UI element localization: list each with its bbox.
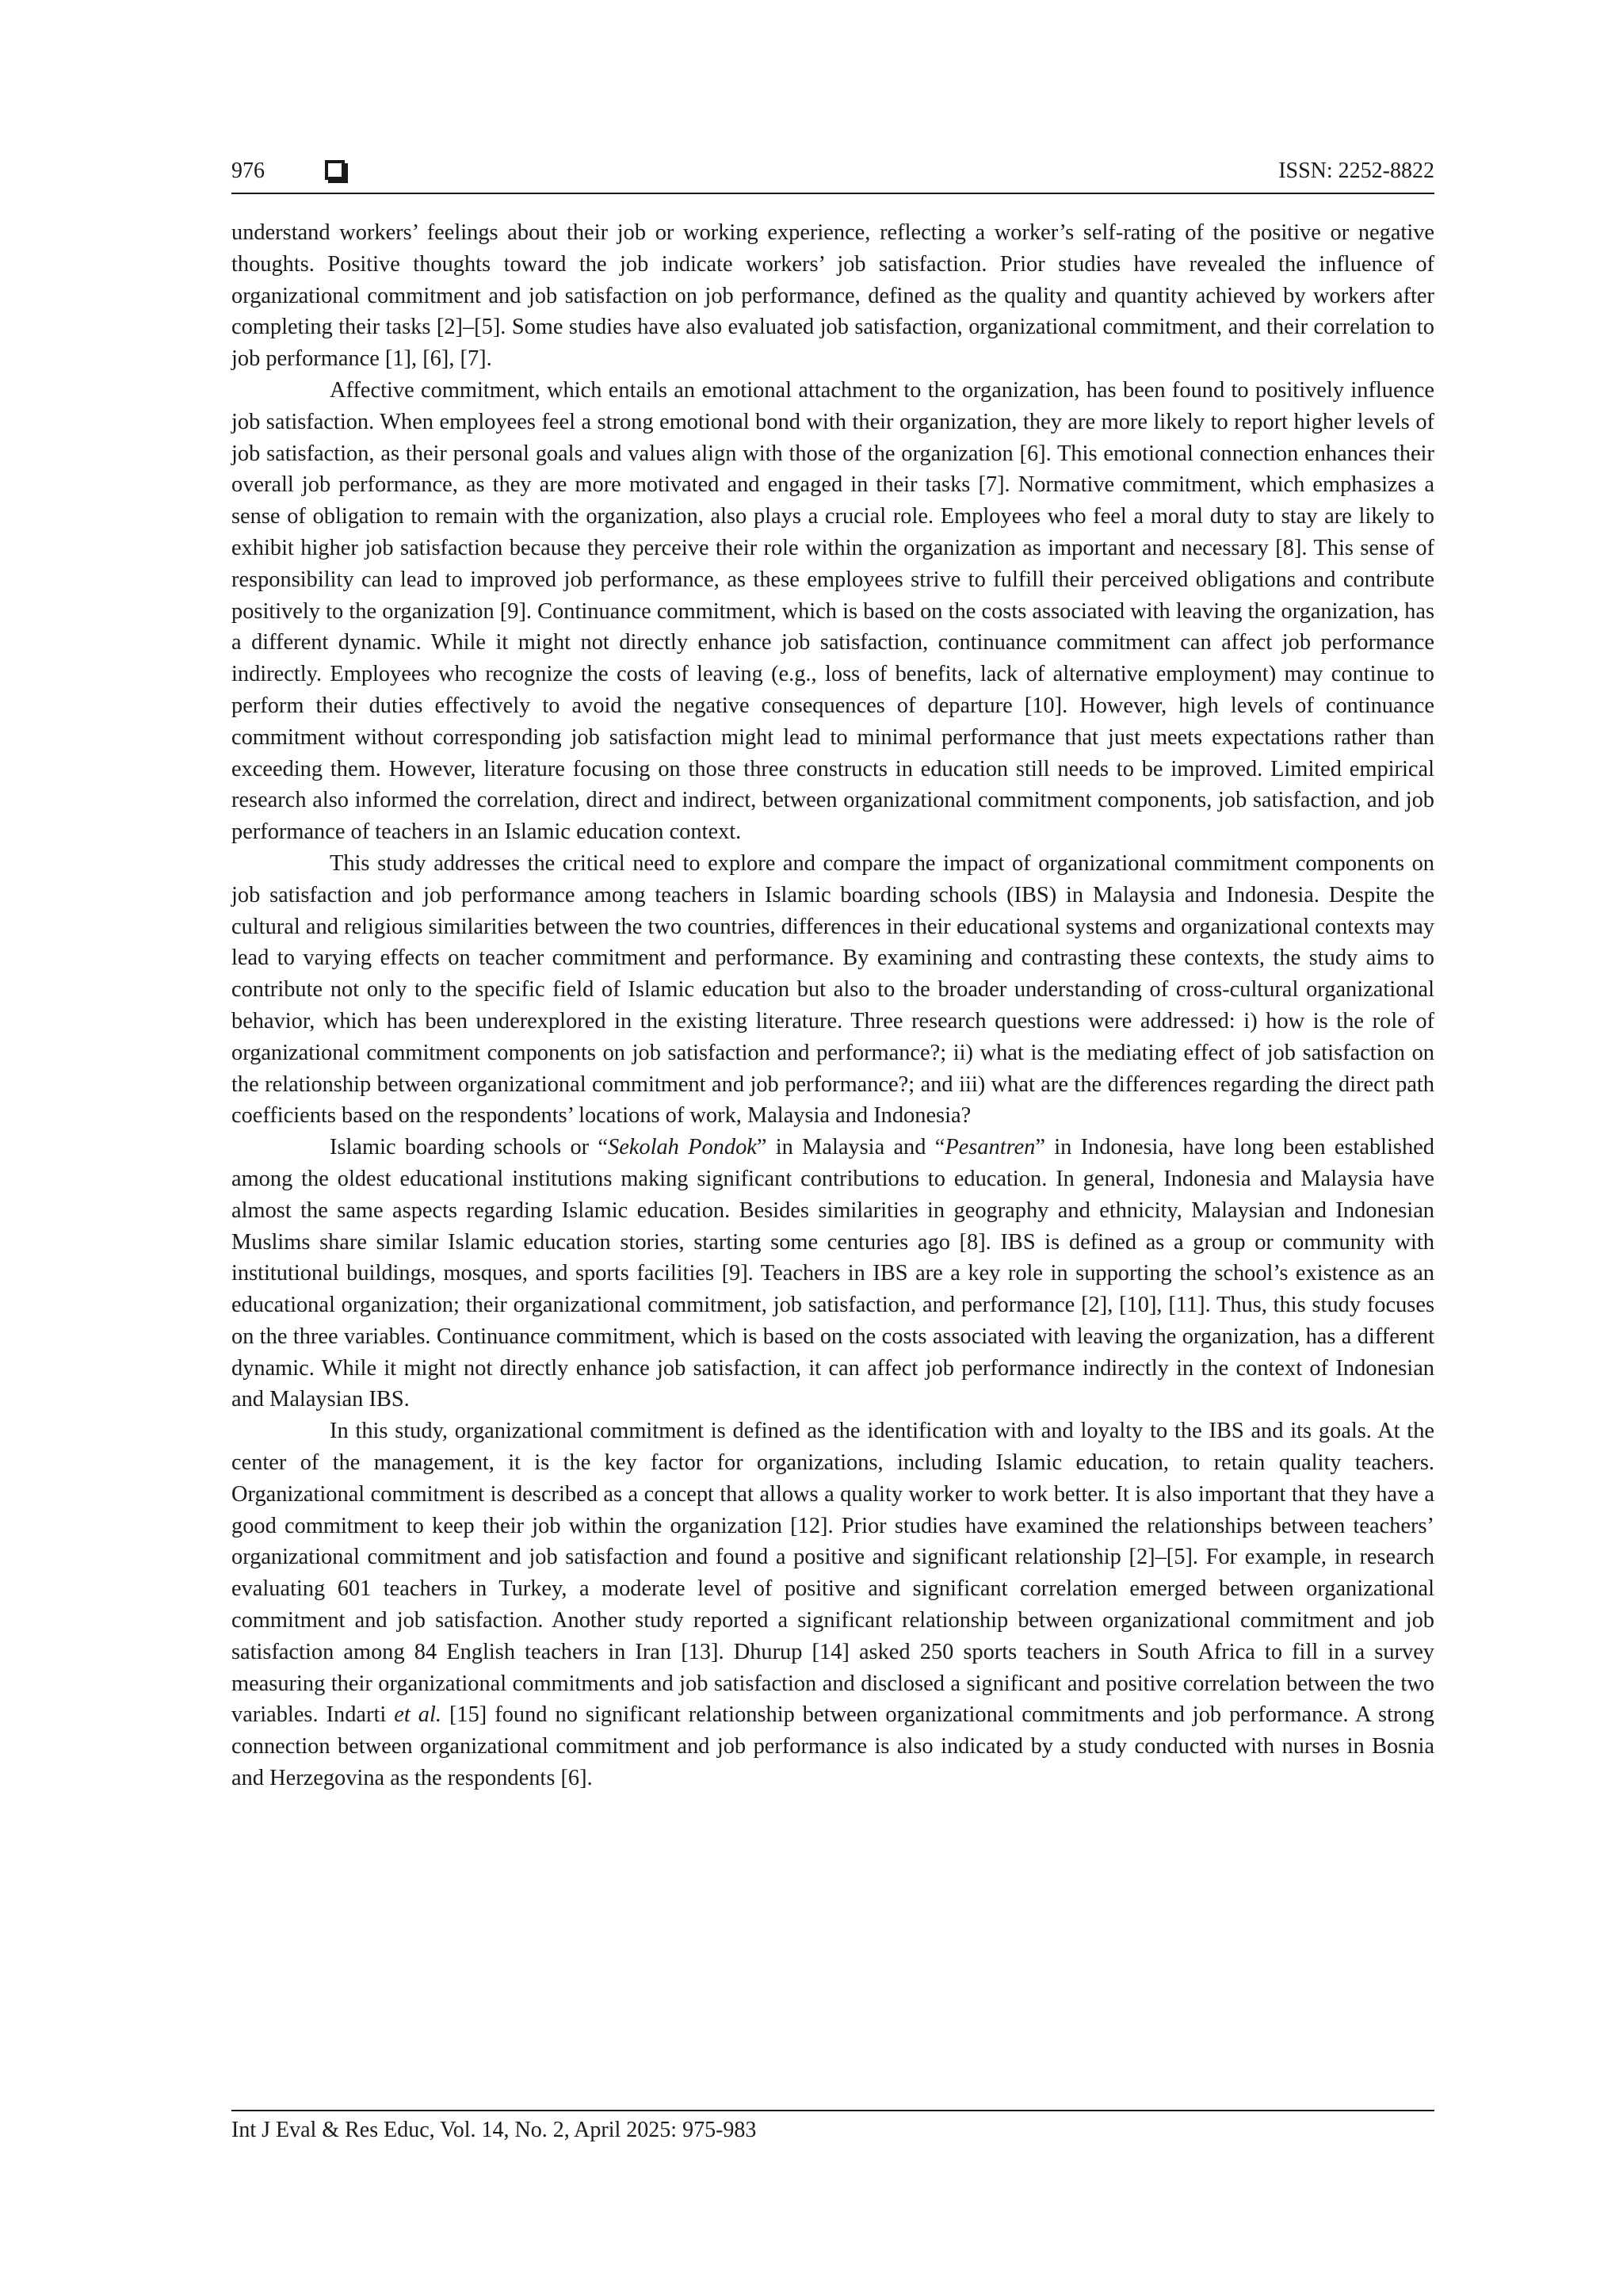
- paragraph-5: [231, 1415, 1434, 1794]
- et-al: et al.: [394, 1702, 441, 1728]
- issn-label: ISSN: 2252-8822: [1278, 159, 1434, 183]
- paragraph-2: Affective commitment, which entails an emotional attachment to the organization, has been found to positively influence job satisfaction. When employees feel a strong emotional bond with their organization, they are more likely to report higher levels of job satisfaction, as their personal goals and values align with those of the organization [6]. This emotional connection enhances their overall job performance, as they are more motivated and engaged in their tasks [7]. Normative commitment, which emphasizes a sense of obligation to remain with the organization, also plays a crucial role. Employees who feel a moral duty to stay are likely to exhibit higher job satisfaction because they perceive their role within the organization as important and necessary [8]. This sense of responsibility can lead to improved job performance, as these employees strive to fulfill their perceived obligations and contribute positively to the organization [9]. Continuance commitment, which is based on the costs associated with leaving the organization, has a different dynamic. While it might not directly enhance job satisfaction, continuance commitment can affect job performance indirectly. Employees who recognize the costs of leaving (e.g., loss of benefits, lack of alternative employment) may continue to perform their duties effectively to avoid the negative consequences of departure [10]. However, high levels of continuance commitment without corresponding job satisfaction might lead to minimal performance that just meets expectations rather than exceeding them. However, literature focusing on those three constructs in education still needs to be improved. Limited empirical research also informed the correlation, direct and indirect, between organizational commitment components, job satisfaction, and job performance of teachers in an Islamic education context.: [231, 377, 1434, 845]
- paragraph-1: understand workers’ feelings about their job or working experience, reflecting a worker’s self-rating of the positive or negative thoughts. Positive thoughts toward the job indicate workers’ job satisfaction. Prior studies have revealed the influence of organizational commitment and job satisfaction on job performance, defined as the quality and quantity achieved by workers after completing their tasks [2]–[5]. Some studies have also evaluated job satisfaction, organizational commitment, and their correlation to job performance [1], [6], [7].: [231, 220, 1434, 372]
- paragraph-5-text-c: [15] found no significant relationship between organizational commitments and job performance. A strong connection between organizational commitment and job performance is also indicated by a study conducted with nurses in Bosnia and Herzegovina as the respondents [6].: [231, 1702, 1434, 1791]
- header-divider: [231, 193, 1434, 194]
- term-pesantren: Pesantren: [945, 1135, 1036, 1160]
- paragraph-4-text-e: ” in Indonesia, have long been established among the oldest educational institutions making significant contributions to education. In general, Indonesia and Malaysia have almost the same aspects regarding Islamic education. Besides similarities in geography and ethnicity, Malaysian and Indonesian Muslims share similar Islamic education stories, starting some centuries ago [8]. IBS is defined as a group or community with institutional buildings, mosques, and sports facilities [9]. Teachers in IBS are a key role in supporting the school’s existence as an educational organization; their organizational commitment, job satisfaction, and performance [2], [10], [11]. Thus, this study focuses on the three variables. Continuance commitment, which is based on the costs associated with leaving the organization, has a different dynamic. While it might not directly enhance job satisfaction, it can affect job performance indirectly in the context of Indonesian and Malaysian IBS.: [231, 1135, 1434, 1412]
- paragraph-4-text-a: Islamic boarding schools or “: [330, 1135, 608, 1160]
- footer-divider: [231, 2110, 1434, 2111]
- page-number: 976: [231, 159, 265, 183]
- paragraph-5-text-a: In this study, organizational commitment is defined as the identification with and loyalty to the IBS and its goals. At the center of the management, it is the key factor for organizations, including Islamic education, to retain quality teachers. Organizational commitment is described as a concept that allows a quality worker to work better. It is also important that they have a good commitment to keep their job within the organization [12]. Prior studies have examined the relationships between teachers’ organizational commitment and job satisfaction and found a positive and significant relationship [2]–[5]. For example, in research evaluating 601 teachers in Turkey, a moderate level of positive and significant correlation emerged between organizational commitment and job satisfaction. Another study reported a significant relationship between organizational commitment and job satisfaction among 84 English teachers in Iran [13]. Dhurup [14] asked 250 sports teachers in South Africa to fill in a survey measuring their organizational commitments and job satisfaction and disclosed a significant and positive correlation between the two variables. Indarti: [231, 1419, 1434, 1728]
- page-footer: Int J Eval & Res Educ, Vol. 14, No. 2, April 2025: 975-983: [231, 2118, 757, 2142]
- paragraph-4-text-c: ” in Malaysia and “: [756, 1135, 945, 1160]
- term-sekolah-pondok: Sekolah Pondok: [608, 1135, 757, 1160]
- square-box-icon: [325, 160, 345, 180]
- page-header: [231, 155, 1434, 192]
- paragraph-3: This study addresses the critical need to explore and compare the impact of organizational commitment components on job satisfaction and job performance among teachers in Islamic boarding schools (IBS) in Malaysia and Indonesia. Despite the cultural and religious similarities between the two countries, differences in their educational systems and organizational contexts may lead to varying effects on teacher commitment and performance. By examining and contrasting these contexts, the study aims to contribute not only to the specific field of Islamic education but also to the broader understanding of cross-cultural organizational behavior, which has been underexplored in the existing literature. Three research questions were addressed: i) how is the role of organizational commitment components on job satisfaction and performance?; ii) what is the mediating effect of job satisfaction on the relationship between organizational commitment and job performance?; and iii) what are the differences regarding the direct path coefficients based on the respondents’ locations of work, Malaysia and Indonesia?: [231, 850, 1434, 1129]
- article-body: [231, 217, 1434, 1794]
- paragraph-4: [231, 1132, 1434, 1415]
